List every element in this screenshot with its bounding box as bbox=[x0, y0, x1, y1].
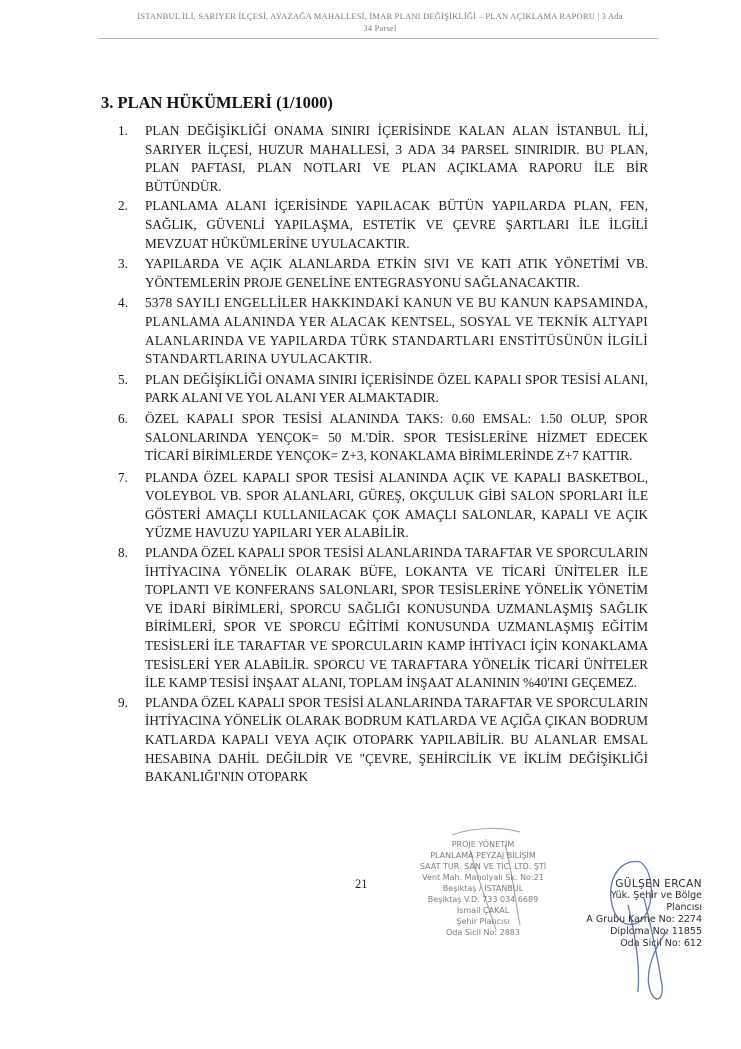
stamp-line: PROJE YÖNETİM bbox=[451, 840, 515, 849]
company-stamp bbox=[408, 839, 558, 938]
planner-stamp bbox=[574, 878, 702, 950]
item-text: PLANDA ÖZEL KAPALI SPOR TESİSİ ALANINDA AÇIK VE KAPALI BASKETBOL, VOLEYBOL VB. SPOR ALANLARI, GÜREŞ, OKÇULUK GİBİ SALON SPORLARI İLE GÖSTERİ AMAÇLI KULLANILACAK ÇOK AMAÇLI SALONLAR, KAPALI VE AÇIK YÜZME HAVUZU YAPILARI YER ALABİLİR. bbox=[145, 469, 648, 541]
item-number: 7. bbox=[118, 469, 128, 485]
list-item bbox=[100, 122, 648, 196]
section-title: 3. PLAN HÜKÜMLERİ (1/1000) bbox=[101, 93, 333, 112]
stamp-line: Oda Sicil No: 2883 bbox=[446, 928, 520, 937]
header-line-2: 34 Parsel bbox=[363, 23, 397, 33]
item-text: 5378 SAYILI ENGELLİLER HAKKINDAKİ KANUN VE BU KANUN KAPSAMINDA, PLANLAMA ALANINDA YER ALACAK KENTSEL, SOSYAL VE TEKNİK ALTYAPI ALANLARINDA VE YAPILARDA TÜRK STANDARTLARI ENSTİTÜSÜNÜN İLGİLİ STANDARTLARINA UYULACAKTIR. bbox=[145, 295, 648, 367]
header-line-1: İSTANBUL İLİ, SARIYER İLÇESİ, AYAZAĞA MAHALLESİ, İMAR PLANI DEĞİŞİKLİĞİ – PLAN AÇIKLAMA RAPORU | 3 Ada bbox=[137, 11, 623, 21]
planner-group: A Grubu Karne No: 2274 bbox=[586, 914, 702, 925]
list-item bbox=[100, 694, 648, 787]
item-number: 4. bbox=[118, 295, 129, 311]
planner-chamber: Oda Sicil No: 612 bbox=[620, 938, 702, 949]
running-header bbox=[95, 10, 665, 34]
item-text: PLANDA ÖZEL KAPALI SPOR TESİSİ ALANLARINDA TARAFTAR VE SPORCULARIN İHTİYACINA YÖNELİK OLARAK BÜFE, LOKANTA VE TİCARİ ÜNİTELER İLE TOPLANTI VE KONFERANS SALONLARI, SPOR TESİSLERİNE YÖNELİK YÖNETİM VE İDARİ BİRİMLERİ, SPORCU SAĞLIĞI KONUSUNDA UZMANLAŞMIŞ SAĞLIK BİRİMLERİ, SPOR VE SPORCU EĞİTİMİ KONUSUNDA UZMANLAŞMIŞ EĞİTİM TESİSLERİ İLE TARAFTAR VE SPORCULARIN KAMP İHTİYACI İÇİN KONAKLAMA TESİSLERİ YER ALABİLİR. SPORCU VE TARAFTARA YÖNELİK TİCARİ ÜNİTELER İLE KAMP TESİSİ İNŞAAT ALANI, TOPLAM İNŞAAT ALANININ %40'INI GEÇEMEZ. bbox=[145, 545, 648, 691]
stamp-line: PLANLAMA PEYZAJ BİLİŞİM bbox=[430, 851, 536, 860]
plan-provisions-list bbox=[100, 122, 648, 787]
list-item bbox=[100, 410, 648, 466]
planner-title: Yük. Şehir ve Bölge Plancısı bbox=[610, 890, 702, 913]
planner-name: GÜLŞEN ERCAN bbox=[615, 878, 702, 890]
list-item bbox=[100, 469, 648, 543]
item-number: 3. bbox=[118, 256, 128, 272]
list-item bbox=[100, 544, 648, 693]
item-number: 8. bbox=[118, 545, 128, 561]
stamp-line: İsmail ÇAKAL bbox=[456, 906, 510, 915]
stamp-line: Şehir Plancısı bbox=[456, 917, 510, 926]
item-number: 5. bbox=[118, 371, 128, 387]
item-text: PLAN DEĞİŞİKLİĞİ ONAMA SINIRI İÇERİSİNDE ÖZEL KAPALI SPOR TESİSİ ALANI, PARK ALANI VE YOL ALANI YER ALMAKTADIR. bbox=[145, 371, 648, 406]
list-item bbox=[100, 197, 648, 253]
item-text: ÖZEL KAPALI SPOR TESİSİ ALANINDA TAKS: 0.60 EMSAL: 1.50 OLUP, SPOR SALONLARINDA YENÇOK= 50 M.'DİR. SPOR TESİSLERİNE HİZMET EDECEK TİCARİ BİRİMLERDE YENÇOK= Z+3, KONAKLAMA BİRİMLERİNDE Z+7 KATTIR. bbox=[145, 410, 648, 464]
planner-diploma: Diploma No: 11855 bbox=[610, 926, 702, 937]
item-number: 6. bbox=[118, 410, 128, 426]
list-item bbox=[100, 371, 648, 408]
list-item bbox=[100, 255, 648, 292]
item-text: PLAN DEĞİŞİKLİĞİ ONAMA SINIRI İÇERİSİNDE KALAN ALAN İSTANBUL İLİ, SARIYER İLÇESİ, HUZUR MAHALLESİ, 3 ADA 34 PARSEL SINIRIDIR. BU PLAN, PLAN PAFTASI, PLAN NOTLARI VE PLAN AÇIKLAMA RAPORU İLE BİR BÜTÜNDÜR. bbox=[145, 123, 648, 194]
stamp-line: Vent Mah. Manolyalı Sk. No:21 bbox=[422, 873, 544, 882]
item-number: 9. bbox=[118, 694, 128, 710]
item-number: 1. bbox=[118, 123, 128, 138]
header-divider bbox=[98, 38, 658, 39]
item-number: 2. bbox=[118, 198, 128, 214]
stamp-line: Beşiktaş / İSTANBUL bbox=[442, 884, 524, 893]
list-item bbox=[100, 294, 648, 368]
page-number: 21 bbox=[355, 877, 368, 891]
item-text: PLANLAMA ALANI İÇERİSİNDE YAPILACAK BÜTÜN YAPILARDA PLAN, FEN, SAĞLIK, GÜVENLİ YAPILAŞMA, ESTETİK VE ÇEVRE ŞARTLARI İLE İLGİLİ MEVZUAT HÜKÜMLERİNE UYULACAKTIR. bbox=[145, 198, 648, 251]
item-text: PLANDA ÖZEL KAPALI SPOR TESİSİ ALANLARINDA TARAFTAR VE SPORCULARIN İHTİYACINA YÖNELİK OLARAK BODRUM KATLARDA VE AÇIĞA ÇIKAN BODRUM KATLARDA KAPALI VEYA AÇIK OTOPARK YAPILABİLİR. BU ALANLAR EMSAL HESABINA DAHİL DEĞİLDİR VE "ÇEVRE, ŞEHİRCİLİK VE İKLİM DEĞİŞİKLİĞİ BAKANLIĞI'NIN OTOPARK bbox=[145, 694, 648, 785]
item-text: YAPILARDA VE AÇIK ALANLARDA ETKİN SIVI VE KATI ATIK YÖNETİMİ VB. YÖNTEMLERİN PROJE GENELİNE ENTEGRASYONU SAĞLANACAKTIR. bbox=[145, 256, 648, 290]
stamp-line: Beşiktaş V.D. 733 034 6689 bbox=[427, 895, 539, 904]
stamp-line: SAAT TUR. SAN VE TİC. LTD. ŞTİ bbox=[419, 862, 547, 871]
